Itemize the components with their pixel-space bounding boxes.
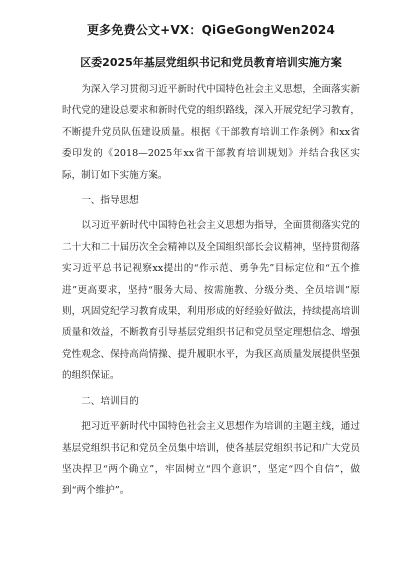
document-title: 区委2025年基层党组织书记和党员教育培训实施方案 [80,56,342,69]
section-body-guiding-ideology: 以习近平新时代中国特色社会主义思想为指导，全面贯彻落实党的二十大和二十届历次全会精神以及全国组织部长会议精神，坚持贯彻落实习近平总书记视察xx提出的“作示范、勇争先”目标定位和“五个推进”更高要求，坚持“服务大局、按需施教、分级分类、全员培训”原则，巩固党纪学习教育成果，利用形成的好经验好做法，持续提高培训质量和效益，不断教育引导基层党组织书记和党员坚定理想信念、增强党性观念、保持高尚情操、提升履职水平，为我区高质量发展提供坚强的组织保证。 [62,220,360,382]
section-body-training-purpose: 把习近平新时代中国特色社会主义思想作为培训的主题主线，通过基层党组织书记和党员全员集中培训，使各基层党组织书记和广大党员坚决捍卫“两个确立”，牢固树立“四个意识”，坚定“四个自信”，做到“两个维护”。 [62,421,360,497]
section-heading-guiding-ideology: 一、指导思想 [81,195,139,207]
promo-header: 更多免费公文+VX：QiGeGongWen2024 [86,23,335,37]
section-heading-training-purpose: 二、培训目的 [81,395,139,407]
intro-paragraph: 为深入学习贯彻习近平新时代中国特色社会主义思想，全面落实新时代党的建设总要求和新时代党的组织路线，深入开展党纪学习教育，不断提升党员队伍建设质量。根据《干部教育培训工作条例》和xx省委印发的《2018—2025年xx省干部教育培训规划》并结合我区实际，制订如下实施方案。 [62,84,360,181]
